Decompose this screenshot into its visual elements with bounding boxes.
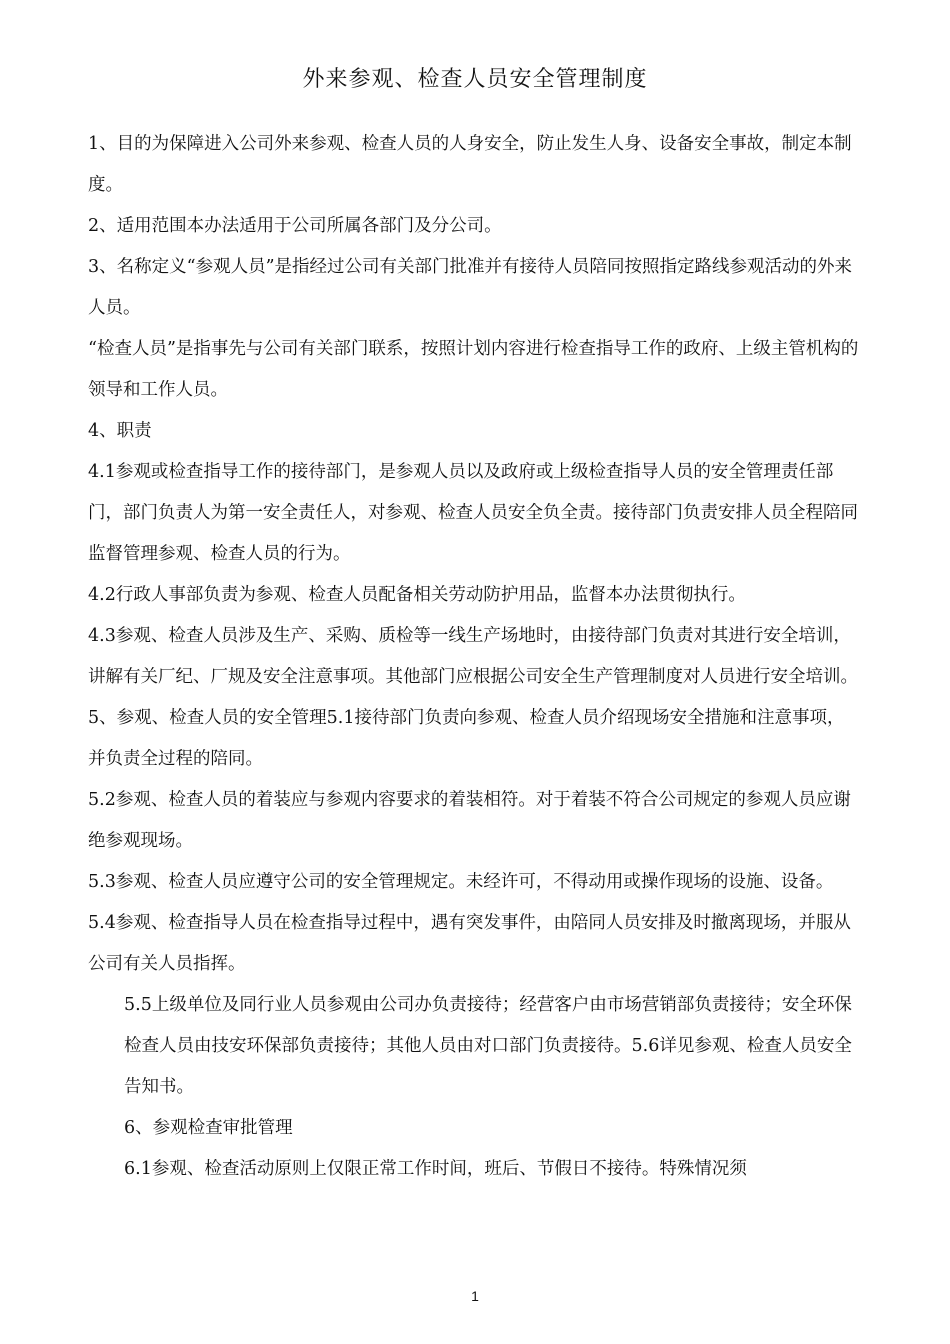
document-title: 外来参观、检查人员安全管理制度 xyxy=(302,67,648,92)
paragraph-approval-heading: 6、参观检查审批管理 xyxy=(124,1118,293,1138)
paragraph-5-2: 5.2参观、检查人员的着装应与参观内容要求的着装相符。对于着装不符合公司规定的参观人员应谢绝参观现场。 xyxy=(88,790,851,851)
paragraph-5-1: 5、参观、检查人员的安全管理5.1接待部门负责向参观、检查人员介绍现场安全措施和注意事项，并负责全过程的陪同。 xyxy=(88,708,845,769)
paragraph-purpose: 1、目的为保障进入公司外来参观、检查人员的人身安全，防止发生人身、设备安全事故，制定本制度。 xyxy=(88,134,852,195)
paragraph-scope: 2、适用范围本办法适用于公司所属各部门及分公司。 xyxy=(88,216,502,236)
page-number: 1 xyxy=(471,1288,479,1304)
paragraph-5-3: 5.3参观、检查人员应遵守公司的安全管理规定。未经许可，不得动用或操作现场的设施、设备。 xyxy=(88,872,834,892)
document-body xyxy=(88,124,860,1190)
paragraph-responsibilities-heading: 4、职责 xyxy=(88,421,152,441)
paragraph-4-3: 4.3参观、检查人员涉及生产、采购、质检等一线生产场地时，由接待部门负责对其进行安全培训，讲解有关厂纪、厂规及安全注意事项。其他部门应根据公司安全生产管理制度对人员进行安全培训。 xyxy=(88,626,858,687)
paragraph-5-4: 5.4参观、检查指导人员在检查指导过程中，遇有突发事件，由陪同人员安排及时撤离现场，并服从公司有关人员指挥。 xyxy=(88,913,851,974)
paragraph-5-5: 5.5上级单位及同行业人员参观由公司办负责接待；经营客户由市场营销部负责接待；安全环保检查人员由技安环保部负责接待；其他人员由对口部门负责接待。5.6详见参观、检查人员安全告知书。 xyxy=(124,995,852,1097)
paragraph-definition-inspectors: “检查人员”是指事先与公司有关部门联系，按照计划内容进行检查指导工作的政府、上级主管机构的领导和工作人员。 xyxy=(88,339,859,400)
paragraph-definition-visitors: 3、名称定义“参观人员”是指经过公司有关部门批准并有接待人员陪同按照指定路线参观活动的外来人员。 xyxy=(88,257,853,318)
paragraph-6-1: 6.1参观、检查活动原则上仅限正常工作时间，班后、节假日不接待。特殊情况须 xyxy=(124,1159,747,1179)
paragraph-4-2: 4.2行政人事部负责为参观、检查人员配备相关劳动防护用品，监督本办法贯彻执行。 xyxy=(88,585,746,605)
paragraph-4-1: 4.1参观或检查指导工作的接待部门，是参观人员以及政府或上级检查指导人员的安全管理责任部门，部门负责人为第一安全责任人，对参观、检查人员安全负全责。接待部门负责安排人员全程陪同监督管理参观、检查人员的行为。 xyxy=(88,462,858,564)
